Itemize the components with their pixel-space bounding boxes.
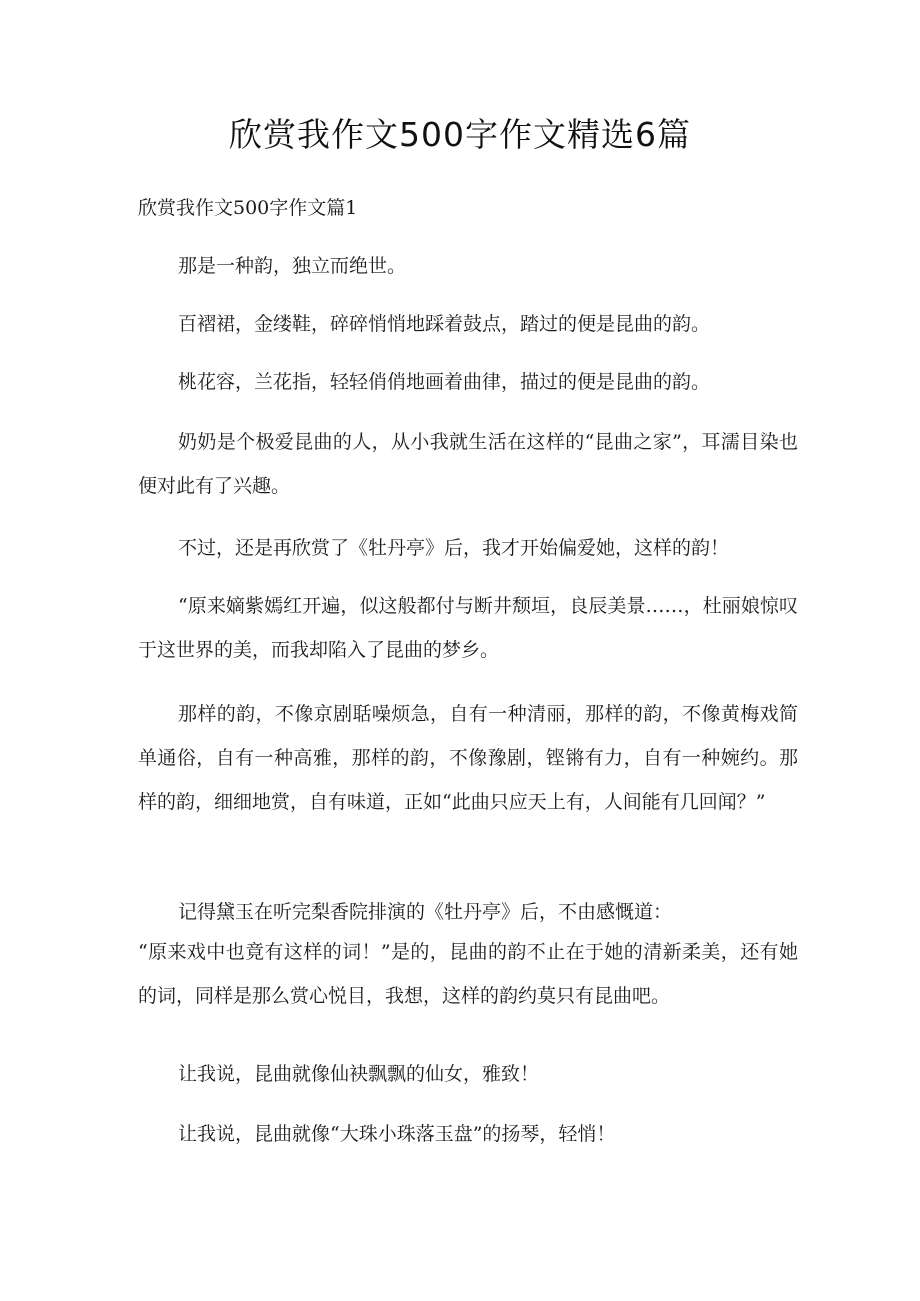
section-heading: 欣赏我作文500字作文篇1 [138,197,358,219]
paragraph: 那样的韵，不像京剧聒噪烦急，自有一种清丽，那样的韵，不像黄梅戏简单通俗，自有一种高雅，那样的韵，不像豫剧，铿锵有力，自有一种婉约。那样的韵，细细地赏，自有味道，正如“此曲只应天上有，人间能有几回闻？” [138,703,798,813]
paragraph: “原来戏中也竟有这样的词！”是的，昆曲的韵不止在于她的清新柔美，还有她的词，同样是那么赏心悦目，我想，这样的韵约莫只有昆曲吧。 [138,941,798,1007]
paragraph: 百褶裙，金缕鞋，碎碎悄悄地踩着鼓点，踏过的便是昆曲的韵。 [178,313,711,335]
paragraph: 桃花容，兰花指，轻轻俏俏地画着曲律，描过的便是昆曲的韵。 [178,371,711,393]
paragraph: 记得黛玉在听完梨香院排演的《牡丹亭》后，不由感慨道： [178,901,673,923]
paragraph: 让我说，昆曲就像仙袂飘飘的仙女，雅致！ [178,1063,540,1085]
document-title: 欣赏我作文500字作文精选6篇 [229,115,691,154]
paragraph: 让我说，昆曲就像“大珠小珠落玉盘”的扬琴，轻悄！ [178,1123,616,1145]
paragraph: 不过，还是再欣赏了《牡丹亭》后，我才开始偏爱她，这样的韵！ [178,537,730,559]
paragraph: “原来嫡紫嫣红开遍，似这般都付与断井颓垣，良辰美景……，杜丽娘惊叹于这世界的美，而我却陷入了昆曲的梦乡。 [138,595,798,661]
paragraph: 那是一种韵，独立而绝世。 [178,255,407,277]
paragraph: 奶奶是个极爱昆曲的人，从小我就生活在这样的“昆曲之家”，耳濡目染也便对此有了兴趣。 [138,431,798,497]
